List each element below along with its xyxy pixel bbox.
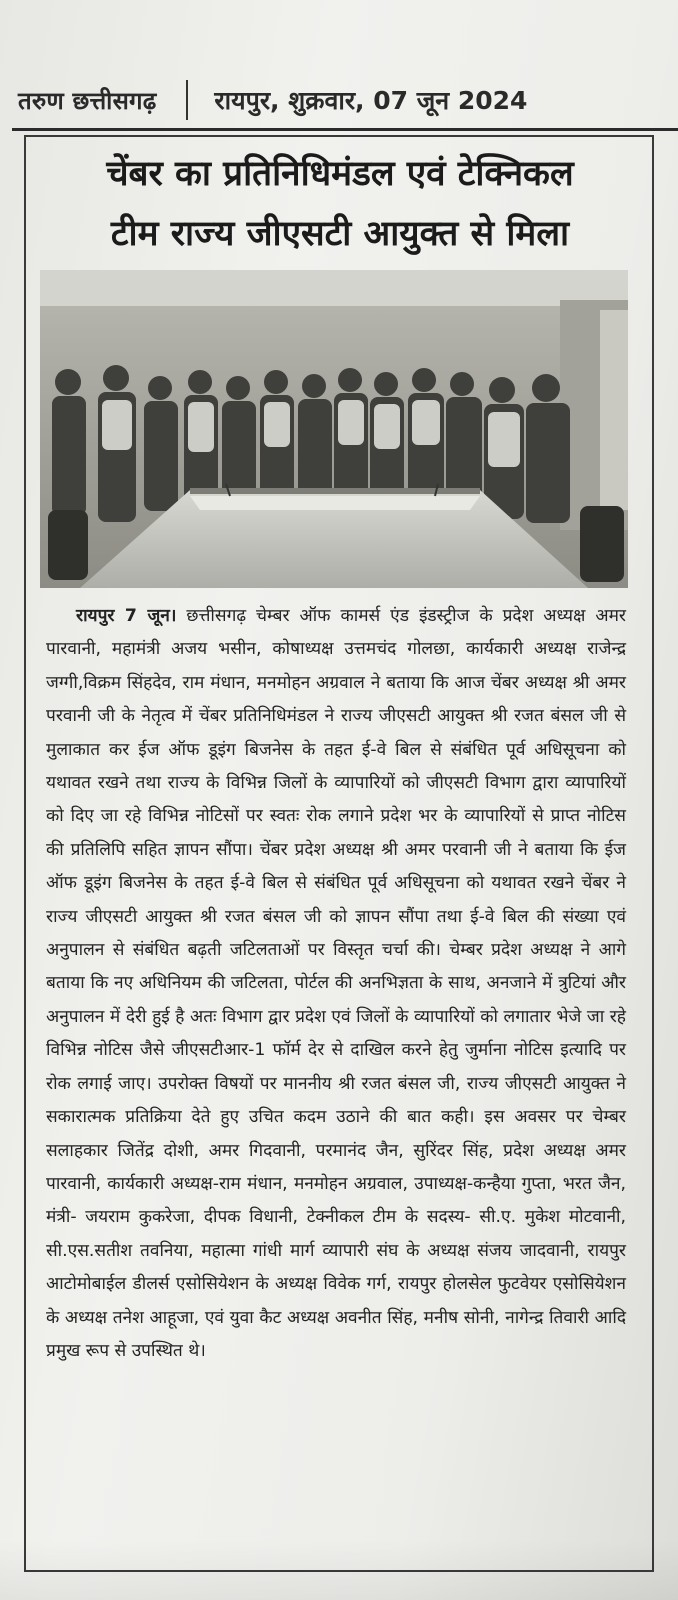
masthead-rule	[12, 128, 678, 131]
masthead-dateline: रायपुर, शुक्रवार, 07 जून 2024	[214, 86, 528, 115]
article-body-text: छत्तीसगढ़ चेम्बर ऑफ कामर्स एंड इंडस्ट्रीज के प्रदेश अध्यक्ष अमर पारवानी, महामंत्री अजय भसीन, कोषाध्यक्ष उत्तमचंद गोलछा, कार्यकारी अध्यक्ष राजेन्द्र जग्गी,विक्रम सिंहदेव, राम मंधान, मनमोहन अग्रवाल ने बताया कि आज चेंबर अध्यक्ष श्री अमर परवानी जी के नेतृत्व में चेंबर प्रतिनिधिमंडल ने राज्य जीएसटी आयुक्त श्री रजत बंसल जी से मुलाकात कर ईज ऑफ डूइंग बिजनेस के तहत ई-वे बिल से संबंधित पूर्व अधिसूचना को यथावत रखने तथा राज्य के विभिन्न जिलों के व्यापारियों को जीएसटी विभाग द्वारा व्यापारियों को दिए जा रहे विभिन्न नोटिसों पर स्वतः रोक लगाने प्रदेश भर के व्यापारियों से प्राप्त नोटिस की प्रतिलिपि सहित ज्ञापन सौंपा। चेंबर प्रदेश अध्यक्ष श्री अमर परवानी जी ने बताया कि ईज ऑफ डूइंग बिजनेस के तहत ई-वे बिल से संबंधित पूर्व अधिसूचना को यथावत रखने चेंबर ने राज्य जीएसटी आयुक्त श्री रजत बंसल जी को ज्ञापन सौंपा तथा ई-वे बिल की संख्या एवं अनुपालन से संबंधित बढ़ती जटिलताओं पर विस्तृत चर्चा की। चेम्बर प्रदेश अध्यक्ष ने आगे बताया कि नए अधिनियम की जटिलता, पोर्टल की अनभिज्ञता के साथ, अनजाने में त्रुटियां और अनुपालन में देरी हुई है अतः विभाग द्वार प्रदेश एवं जिलों के व्यापारियों को लगातार भेजे जा रहे विभिन्न नोटिस जैसे जीएसटीआर-1 फॉर्म देर से दाखिल करने हेतु जुर्माना नोटिस इत्यादि पर रोक लगाई जाए। उपरोक्त विषयों पर माननीय श्री रजत बंसल जी, राज्य जीएसटी आयुक्त ने सकारात्मक प्रतिक्रिया देते हुए उचित कदम उठाने की बात कही। इस अवसर पर चेम्बर सलाहकार जितेंद्र दोशी, अमर गिदवानी, परमानंद जैन, सुरिंदर सिंह, प्रदेश अध्यक्ष अमर पारवानी, कार्यकारी अध्यक्ष-राम मंधान, मनमोहन अग्रवाल, उपाध्यक्ष-कन्हैया गुप्ता, भरत जैन, मंत्री- जयराम कुकरेजा, दीपक विधानी, टेक्नीकल टीम के सदस्य- सी.ए. मुकेश मोटवानी, सी.एस.सतीश तवनिया, महात्मा गांधी मार्ग व्यापारी संघ के अध्यक्ष संजय जादवानी, रायपुर आटोमोबाईल डीलर्स एसोसियेशन के अध्यक्ष विवेक गर्ग, रायपुर होलसेल फुटवेयर एसोसियेशन के अध्यक्ष तनेश आहूजा, एवं युवा कैट अध्यक्ष अवनीत सिंह, मनीष सोनी, नागेन्द्र तिवारी आदि प्रमुख रूप से उपस्थित थे।	[46, 606, 626, 1361]
article-body	[46, 600, 626, 1368]
newspaper-name: तरुण छत्तीसगढ़	[18, 86, 157, 115]
headline-line-1: चेंबर का प्रतिनिधिमंडल एवं टेक्निकल	[106, 154, 574, 194]
group-photo-image	[40, 270, 628, 588]
headline-line-2: टीम राज्य जीएसटी आयुक्त से मिला	[110, 214, 570, 254]
page-shadow	[0, 1540, 678, 1600]
article-dateline: रायपुर 7 जून।	[76, 606, 177, 626]
article-headline	[30, 144, 650, 264]
article-photo	[40, 270, 628, 588]
masthead-divider	[186, 80, 188, 120]
masthead	[12, 74, 678, 126]
